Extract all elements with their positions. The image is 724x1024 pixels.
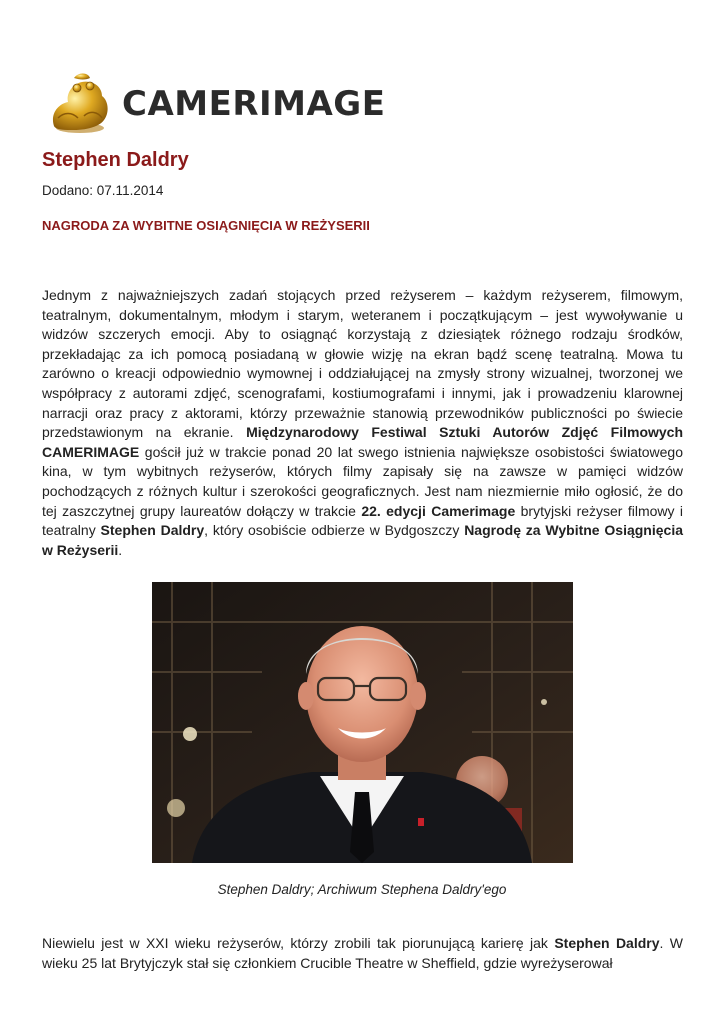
- text-run: gościł już w trakcie ponad 20 lat swego istnienia największe osobistości światowego kina, w tym wybitnych reżyserów, których filmy zapisały się na zawsze w pamięci widzów pochodzących z różnych kultur i szerokości geograficznych. Jest nam niezmiernie miło ogłosić, że do tej zaszczytnej grupy laureatów dołączy w trakcie: [42, 443, 683, 519]
- text-run: . W wieku 25 lat Brytyjczyk stał się członkiem Crucible Theatre w Sheffield, gdzie wyreżyserował: [42, 935, 684, 971]
- article-paragraph-2: [42, 934, 683, 973]
- text-run: Niewielu jest w XXI wieku reżyserów, którzy zrobili tak piorunującą karierę jak: [42, 935, 548, 951]
- person-name: Stephen Daldry: [100, 522, 205, 539]
- article-paragraph-1: [42, 286, 683, 560]
- text-run: .: [118, 541, 123, 558]
- award-name: Nagrodę za Wybitne Osiągnięcia w Reżyserii: [42, 522, 683, 558]
- article-subtitle: NAGRODA ZA WYBITNE OSIĄGNIĘCIA W REŻYSERII: [42, 218, 370, 233]
- portrait-photo: [152, 582, 573, 863]
- person-name: Stephen Daldry: [554, 935, 660, 951]
- golden-frog-icon: [44, 68, 114, 136]
- text-run: , który osobiście odbierze w Bydgoszczy: [204, 522, 460, 539]
- article-title: Stephen Daldry: [42, 149, 189, 171]
- article-date: Dodano: 07.11.2014: [42, 183, 164, 198]
- edition-name: 22. edycji Camerimage: [361, 502, 516, 519]
- camerimage-logo[interactable]: [44, 68, 385, 136]
- festival-name: Międzynarodowy Festiwal Sztuki Autorów Zdjęć Filmowych CAMERIMAGE: [42, 424, 684, 460]
- text-run: Jednym z najważniejszych zadań stojących przed reżyserem – każdym reżyserem, filmowym, teatralnym, dokumentalnym, młodym i starym, weteranem i początkującym – jest wywoływanie u widzów szczerych emocji. Aby to osiągnąć korzystają z dziesiątek różnego rodzaju środków, przekładając za ich pomocą posiadaną w głowie wizję na ekran bądź scenę teatralną. Mowa tu zarówno o kreacji odpowiednio wymownej i oddziałującej na zmysły strony wizualnej, tworzonej we współpracy z autorami zdjęć, scenografami, kostiumografami i innymi, jak i prowadzeniu klarownej narracji oraz pracy z aktorami, którzy przeważnie stanowią przewodników publiczności po świecie przedstawionym na ekranie.: [42, 287, 683, 441]
- logo-text: CAMERIMAGE: [122, 84, 386, 124]
- text-run: brytyjski reżyser filmowy i teatralny: [42, 502, 683, 539]
- photo-caption: Stephen Daldry; Archiwum Stephena Daldry'ego: [217, 882, 507, 897]
